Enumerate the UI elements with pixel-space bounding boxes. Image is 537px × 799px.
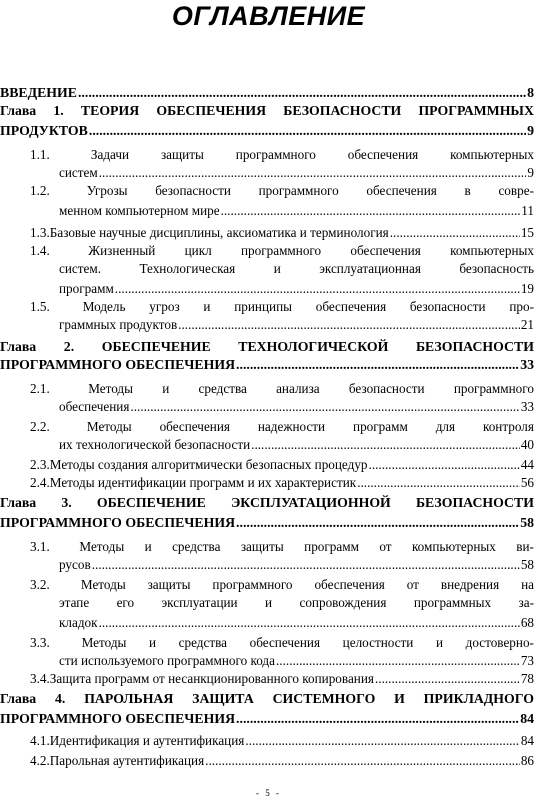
toc-word: защиты xyxy=(240,539,284,554)
toc-word: программного xyxy=(240,243,322,258)
toc-word: ПАРОЛЬНАЯ xyxy=(84,691,174,706)
toc-entry-title: Базовые научные дисциплины, аксиоматика и терминология xyxy=(49,225,389,240)
toc-page-number: 58 xyxy=(520,515,534,530)
dot-leader xyxy=(115,280,520,297)
toc-word: безопасность xyxy=(459,261,534,276)
toc-word: БЕЗОПАСНОСТИ xyxy=(415,495,534,510)
toc-word: эксплуатационная xyxy=(319,261,421,276)
toc-word: и xyxy=(149,635,157,650)
toc-line xyxy=(30,182,534,199)
toc-word: ТЕОРИЯ xyxy=(80,103,140,118)
toc-line xyxy=(30,752,534,769)
dot-leader xyxy=(99,164,527,181)
toc-word: обеспечения xyxy=(159,419,230,434)
section-number: 1.5. xyxy=(30,299,50,314)
toc-line xyxy=(30,456,534,473)
toc-word: Методы xyxy=(86,419,132,434)
toc-line xyxy=(59,556,534,573)
toc-word: Методы xyxy=(79,539,125,554)
toc-word: СИСТЕМНОГО xyxy=(272,691,376,706)
dot-leader xyxy=(390,224,520,241)
toc-word: Жизненный xyxy=(88,243,156,258)
toc-page-number: 9 xyxy=(527,123,534,138)
toc-line xyxy=(0,102,534,119)
toc-page-number: 9 xyxy=(527,165,534,180)
toc-page-number: 84 xyxy=(520,711,534,726)
toc-line xyxy=(59,398,534,415)
toc-word: ОБЕСПЕЧЕНИЕ xyxy=(96,495,206,510)
toc-word: достоверно- xyxy=(465,635,534,650)
toc-word: и xyxy=(162,381,170,396)
toc-word: цикл xyxy=(184,243,212,258)
toc-line xyxy=(0,514,534,531)
toc-line xyxy=(30,576,534,593)
toc-word: сопровождения xyxy=(299,595,387,610)
toc-entry-title: ПРОГРАММНОГО ОБЕСПЕЧЕНИЯ xyxy=(0,357,236,372)
toc-word: целостности xyxy=(342,635,414,650)
toc-word: обеспечения xyxy=(347,147,419,162)
toc-word: обеспечения xyxy=(350,243,421,258)
toc-word: БЕЗОПАСНОСТИ xyxy=(283,103,402,118)
toc-word: защиты xyxy=(160,147,204,162)
toc-word: от xyxy=(406,577,419,592)
toc-page-number: 86 xyxy=(520,753,534,768)
toc-line xyxy=(59,614,534,631)
dot-leader xyxy=(245,732,519,749)
dot-leader xyxy=(236,356,519,373)
page-title: ОГЛАВЛЕНИЕ xyxy=(171,1,366,31)
toc-entry-title: обеспечения xyxy=(59,399,130,414)
toc-word: обеспечения xyxy=(315,299,387,314)
toc-word: угроз xyxy=(149,299,180,314)
toc-word: 3. xyxy=(61,495,72,510)
section-number: 2.2. xyxy=(30,419,50,434)
toc-word: этапе xyxy=(59,595,90,610)
toc-entry-title: их технологической безопасности xyxy=(59,437,251,452)
dot-leader xyxy=(89,122,526,139)
toc-line xyxy=(59,436,534,453)
toc-word: Глава xyxy=(0,691,37,706)
toc-word: совре- xyxy=(498,183,534,198)
toc-word: ви- xyxy=(516,539,534,554)
toc-entry-title: Методы создания алгоритмически безопасных процедур xyxy=(49,457,368,472)
toc-word: ОБЕСПЕЧЕНИЯ xyxy=(156,103,267,118)
toc-word: за- xyxy=(518,595,534,610)
toc-entry-title: русов xyxy=(59,557,91,572)
toc-line xyxy=(30,380,534,397)
toc-word: ЭКСПЛУАТАЦИОННОЙ xyxy=(230,495,391,510)
section-number: 1.2. xyxy=(30,183,50,198)
toc-line xyxy=(30,418,534,435)
toc-word: программного xyxy=(258,183,339,198)
toc-line xyxy=(30,538,534,555)
dot-leader xyxy=(276,652,520,669)
toc-word: Задачи xyxy=(90,147,130,162)
toc-word: средства xyxy=(198,381,247,396)
toc-line xyxy=(59,652,534,669)
section-number: 3.1. xyxy=(30,539,50,554)
dot-leader xyxy=(130,398,519,415)
toc-word: надежности xyxy=(257,419,326,434)
toc-word: И xyxy=(394,691,405,706)
toc-line xyxy=(30,474,534,491)
toc-word: Глава xyxy=(0,103,37,118)
toc-line xyxy=(30,670,534,687)
toc-line xyxy=(0,494,534,511)
toc-word: ПРИКЛАДНОГО xyxy=(423,691,534,706)
toc-entry-title: Защита программ от несанкционированного копирования xyxy=(49,671,374,686)
toc-word: Угрозы xyxy=(86,183,128,198)
toc-word: средства xyxy=(172,539,221,554)
dot-leader xyxy=(369,456,520,473)
toc-word: БЕЗОПАСНОСТИ xyxy=(415,339,534,354)
toc-word: про- xyxy=(509,299,534,314)
toc-word: и xyxy=(265,595,273,610)
toc-word: обеспечения xyxy=(366,183,437,198)
dot-leader xyxy=(92,556,520,573)
toc-page-number: 19 xyxy=(520,281,534,296)
toc-line xyxy=(30,732,534,749)
toc-line xyxy=(0,338,534,355)
toc-word: от xyxy=(379,539,392,554)
toc-word: и xyxy=(273,261,281,276)
toc-line xyxy=(30,146,534,163)
section-number: 3.2. xyxy=(30,577,50,592)
toc-word: 1. xyxy=(53,103,64,118)
section-number: 3.4. xyxy=(30,671,50,686)
toc-entry-title: ВВЕДЕНИЕ xyxy=(0,85,77,100)
toc-word: безопасности xyxy=(348,381,425,396)
toc-entry-title: Методы идентификации программ и их характеристик xyxy=(49,475,357,490)
toc-word: программного xyxy=(212,577,293,592)
section-number: 2.1. xyxy=(30,381,50,396)
toc-word: ЗАЩИТА xyxy=(192,691,254,706)
toc-word: для xyxy=(435,419,456,434)
toc-line xyxy=(30,634,534,651)
section-number: 1.1. xyxy=(30,147,50,162)
section-number: 2.3. xyxy=(30,457,50,472)
toc-word: программного xyxy=(235,147,316,162)
toc-entry-title: менном компьютерном мире xyxy=(59,203,220,218)
section-number: 3.3. xyxy=(30,635,50,650)
toc-word: средства xyxy=(178,635,228,650)
section-number: 4.1. xyxy=(30,733,50,748)
toc-word: принципы xyxy=(234,299,292,314)
toc-entry-title: ПРОДУКТОВ xyxy=(0,123,88,138)
dot-leader xyxy=(221,202,521,219)
toc-page-number: 15 xyxy=(520,225,534,240)
toc-word: обеспечения xyxy=(314,577,385,592)
toc-word: систем. xyxy=(59,261,102,276)
section-number: 2.4. xyxy=(30,475,50,490)
dot-leader xyxy=(78,84,526,101)
section-number: 1.3. xyxy=(30,225,50,240)
toc-page-number: 68 xyxy=(520,615,534,630)
toc-word: и xyxy=(203,299,211,314)
toc-page-number: 40 xyxy=(520,437,534,452)
toc-line xyxy=(59,164,534,181)
toc-word: анализа xyxy=(276,381,320,396)
toc-entry-title: Идентификация и аутентификация xyxy=(49,733,245,748)
dot-leader xyxy=(178,316,520,333)
page-number: - 5 - xyxy=(256,788,281,798)
toc-entry-title: кладок xyxy=(59,615,98,630)
toc-page-number: 11 xyxy=(521,203,534,218)
section-number: 4.2. xyxy=(30,753,50,768)
toc-line xyxy=(59,260,534,277)
toc-word: Методы xyxy=(81,635,127,650)
toc-line xyxy=(0,710,534,727)
toc-word: компьютерных xyxy=(450,243,534,258)
dot-leader xyxy=(236,710,519,727)
dot-leader xyxy=(375,670,520,687)
toc-page-number: 78 xyxy=(520,671,534,686)
toc-page-number: 21 xyxy=(520,317,534,332)
toc-word: и xyxy=(144,539,152,554)
toc-page-number: 8 xyxy=(527,85,534,100)
toc-entry-title: систем xyxy=(59,165,98,180)
toc-word: Глава xyxy=(0,339,37,354)
toc-word: Технологическая xyxy=(139,261,236,276)
toc-word: компьютерных xyxy=(450,147,534,162)
toc-word: 4. xyxy=(55,691,66,706)
toc-word: компьютерных xyxy=(411,539,496,554)
toc-word: программ xyxy=(304,539,359,554)
toc-entry-title: программ xyxy=(59,281,114,296)
toc-line xyxy=(59,316,534,333)
toc-entry-title: ПРОГРАММНОГО ОБЕСПЕЧЕНИЯ xyxy=(0,515,236,530)
toc-line xyxy=(59,594,534,611)
toc-word: безопасности xyxy=(409,299,486,314)
toc-line xyxy=(59,202,534,219)
dot-leader xyxy=(99,614,520,631)
toc-word: ТЕХНОЛОГИЧЕСКОЙ xyxy=(238,339,389,354)
toc-word: на xyxy=(521,577,534,592)
toc-line xyxy=(0,690,534,707)
toc-entry-title: ПРОГРАММНОГО ОБЕСПЕЧЕНИЯ xyxy=(0,711,236,726)
toc-page-number: 73 xyxy=(520,653,534,668)
toc-word: Глава xyxy=(0,495,37,510)
toc-word: программных xyxy=(413,595,492,610)
toc-word: Модель xyxy=(82,299,126,314)
toc-word: обеспечения xyxy=(249,635,321,650)
toc-page-number: 33 xyxy=(520,399,534,414)
toc-word: Методы xyxy=(88,381,133,396)
dot-leader xyxy=(251,436,520,453)
toc-entry-title: граммных продуктов xyxy=(59,317,178,332)
dot-leader xyxy=(357,474,520,491)
toc-page-number: 44 xyxy=(520,457,534,472)
toc-word: безопасности xyxy=(155,183,231,198)
toc-line xyxy=(30,298,534,315)
dot-leader xyxy=(236,514,519,531)
toc-word: и xyxy=(435,635,444,650)
toc-word: Методы xyxy=(80,577,126,592)
toc-word: программ xyxy=(353,419,408,434)
toc-line xyxy=(30,242,534,259)
toc-line xyxy=(0,84,534,101)
toc-page-number: 58 xyxy=(520,557,534,572)
dot-leader xyxy=(205,752,520,769)
toc-word: программного xyxy=(453,381,534,396)
toc-line xyxy=(59,280,534,297)
toc-word: защиты xyxy=(147,577,191,592)
toc-word: ПРОГРАММНЫХ xyxy=(418,103,534,118)
toc-word: внедрения xyxy=(440,577,500,592)
section-number: 1.4. xyxy=(30,243,50,258)
toc-line xyxy=(0,122,534,139)
toc-line xyxy=(0,356,534,373)
toc-page-number: 33 xyxy=(520,357,534,372)
toc-word: 2. xyxy=(63,339,75,354)
toc-word: эксплуатации xyxy=(161,595,238,610)
toc-page-number: 84 xyxy=(520,733,534,748)
toc-line xyxy=(30,224,534,241)
toc-word: ОБЕСПЕЧЕНИЕ xyxy=(101,339,211,354)
toc-entry-title: сти используемого программного кода xyxy=(59,653,275,668)
toc-word: его xyxy=(116,595,135,610)
toc-word: контроля xyxy=(482,419,534,434)
toc-entry-title: Парольная аутентификация xyxy=(49,753,205,768)
toc-page-number: 56 xyxy=(520,475,534,490)
toc-word: в xyxy=(464,183,471,198)
